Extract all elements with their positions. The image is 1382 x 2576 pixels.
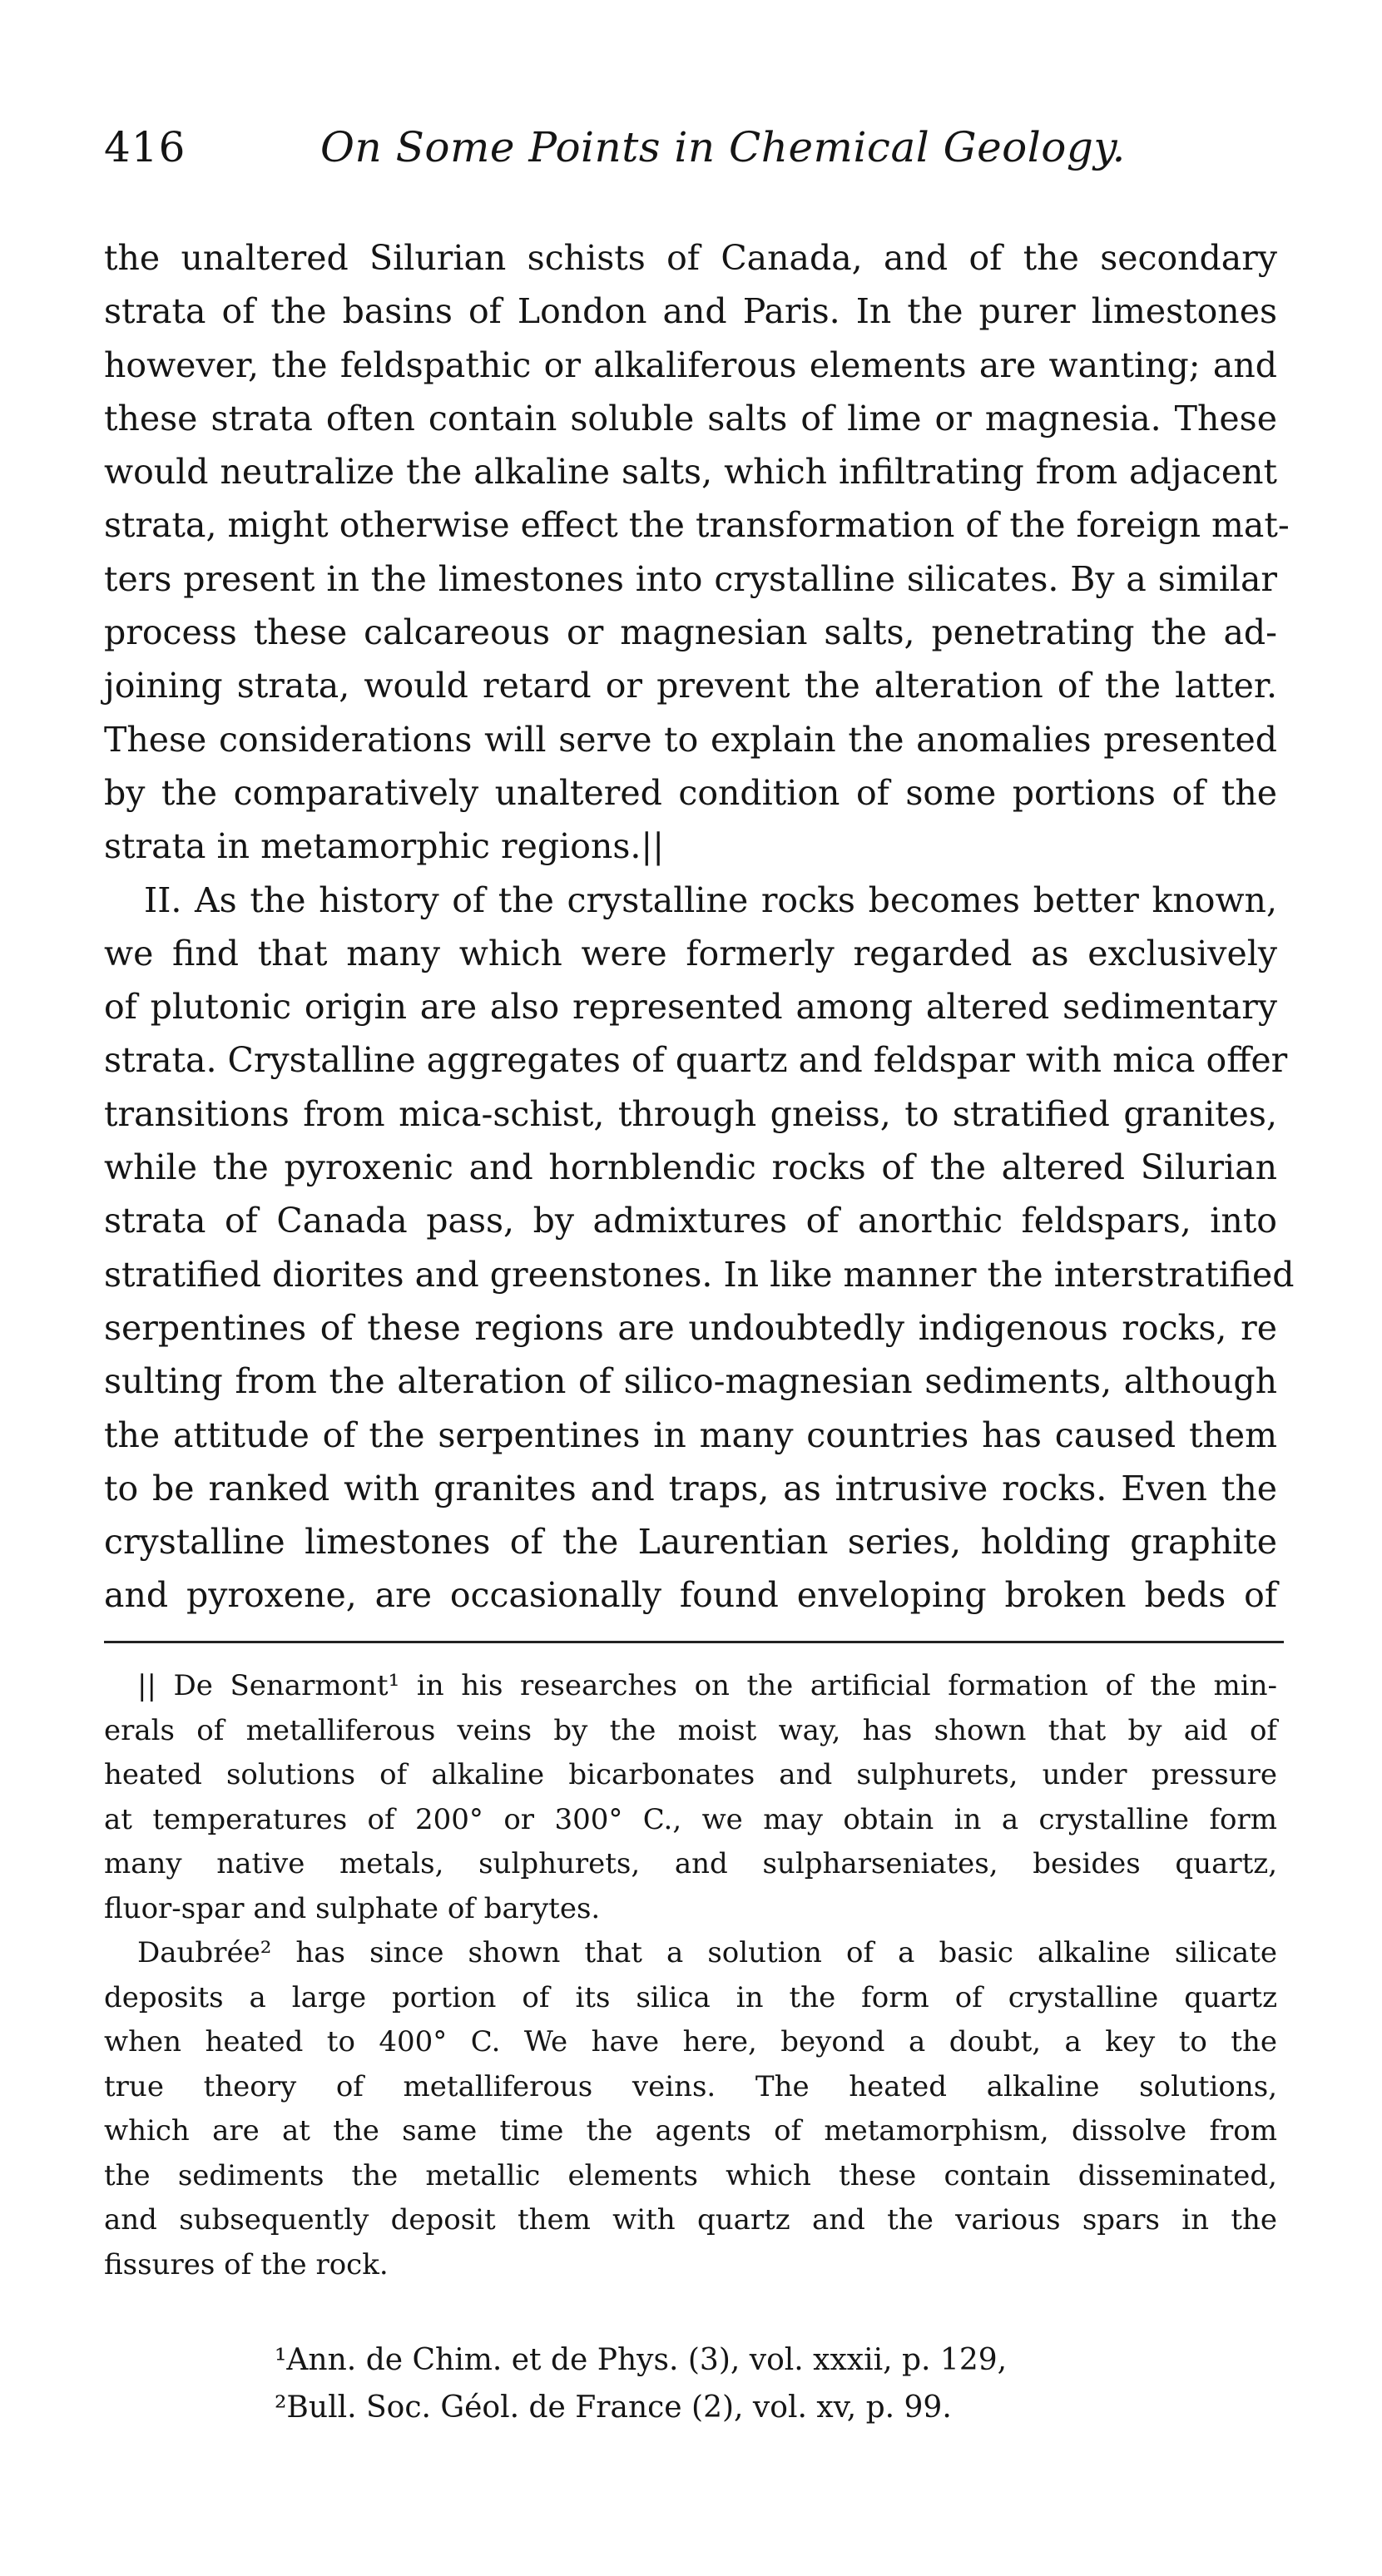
- footnote-divider: [104, 1641, 1284, 1643]
- text-line: sulting from the alteration of silico-magnesian sediments, although: [104, 1361, 1277, 1402]
- text-line: crystalline limestones of the Laurentian series, holding graphite: [104, 1522, 1277, 1563]
- footnote-line: erals of metalliferous veins by the moist way, has shown that by aid of: [104, 1713, 1277, 1747]
- text-line: and pyroxene, are occasionally found enveloping broken beds of: [104, 1575, 1277, 1616]
- text-line: joining strata, would retard or prevent the alteration of the latter.: [104, 666, 1277, 706]
- text-line: to be ranked with granites and traps, as intrusive rocks. Even the: [104, 1468, 1277, 1508]
- running-title: On Some Points in Chemical Geology.: [320, 123, 1126, 171]
- references: [275, 2336, 1007, 2431]
- text-line: strata. Crystalline aggregates of quartz and feldspar with mica offer: [104, 1040, 1288, 1081]
- page-number: 416: [104, 123, 186, 171]
- text-line: stratified diorites and greenstones. In like manner the interstratified: [104, 1254, 1295, 1295]
- text-line: would neutralize the alkaline salts, which infiltrating from adjacent: [104, 452, 1277, 493]
- footnote-line: and subsequently deposit them with quartz and the various spars in the: [104, 2203, 1277, 2237]
- text-line: strata of the basins of London and Paris. In the purer limestones: [104, 291, 1277, 332]
- main-text: [104, 231, 1295, 1622]
- footnote-line: which are at the same time the agents of metamorphism, dissolve from: [104, 2114, 1277, 2147]
- text-line: strata, might otherwise effect the transformation of the foreign mat-: [104, 505, 1290, 546]
- text-line: the attitude of the serpentines in many countries has caused them: [104, 1414, 1277, 1455]
- text-line: transitions from mica-schist, through gneiss, to stratified granites,: [104, 1093, 1277, 1134]
- text-line: of plutonic origin are also represented among altered sedimentary: [104, 987, 1277, 1028]
- footnote-line: true theory of metalliferous veins. The heated alkaline solutions,: [104, 2069, 1277, 2103]
- text-line: while the pyroxenic and hornblendic rocks of the altered Silurian: [104, 1147, 1277, 1188]
- footnote-line: fissures of the rock.: [104, 2247, 389, 2281]
- footnote-line: heated solutions of alkaline bicarbonates and sulphurets, under pressure: [104, 1758, 1277, 1791]
- text-line: ters present in the limestones into crystalline silicates. By a similar: [104, 558, 1277, 599]
- footnote-line: at temperatures of 200° or 300° C., we may obtain in a crystalline form: [104, 1802, 1277, 1836]
- text-line: serpentines of these regions are undoubtedly indigenous rocks, re: [104, 1307, 1277, 1348]
- reference-line: ¹Ann. de Chim. et de Phys. (3), vol. xxxii, p. 129,: [275, 2343, 1008, 2377]
- text-line: strata in metamorphic regions.||: [104, 826, 665, 867]
- text-line: strata of Canada pass, by admixtures of anorthic feldspars, into: [104, 1201, 1277, 1241]
- footnote-line: the sediments the metallic elements which these contain disseminated,: [104, 2158, 1277, 2192]
- text-line: These considerations will serve to explain the anomalies presented: [104, 719, 1277, 760]
- footnote-line: deposits a large portion of its silica in the form of crystalline quartz: [104, 1980, 1277, 2014]
- footnote-line: Daubrée² has since shown that a solution of a basic alkaline silicate: [137, 1936, 1277, 1969]
- footnotes: [104, 1664, 1277, 2287]
- text-line: however, the feldspathic or alkaliferous elements are wanting; and: [104, 344, 1277, 385]
- text-line: process these calcareous or magnesian salts, penetrating the ad-: [104, 612, 1277, 653]
- footnote-line: fluor-spar and sulphate of barytes.: [104, 1891, 601, 1925]
- text-line: the unaltered Silurian schists of Canada, and of the secondary: [104, 238, 1277, 278]
- footnote-line: when heated to 400° C. We have here, beyond a doubt, a key to the: [104, 2025, 1277, 2058]
- text-line: these strata often contain soluble salts of lime or magnesia. These: [104, 398, 1277, 438]
- text-line: II. As the history of the crystalline rocks becomes better known,: [144, 879, 1277, 920]
- page-header: [104, 123, 1285, 181]
- footnote-line: || De Senarmont¹ in his researches on the artificial formation of the min-: [137, 1669, 1277, 1702]
- text-line: by the comparatively unaltered condition of some portions of the: [104, 772, 1277, 813]
- text-line: we find that many which were formerly regarded as exclusively: [104, 933, 1277, 973]
- footnote-line: many native metals, sulphurets, and sulpharseniates, besides quartz,: [104, 1847, 1277, 1880]
- reference-line: ²Bull. Soc. Géol. de France (2), vol. xv, p. 99.: [275, 2390, 952, 2425]
